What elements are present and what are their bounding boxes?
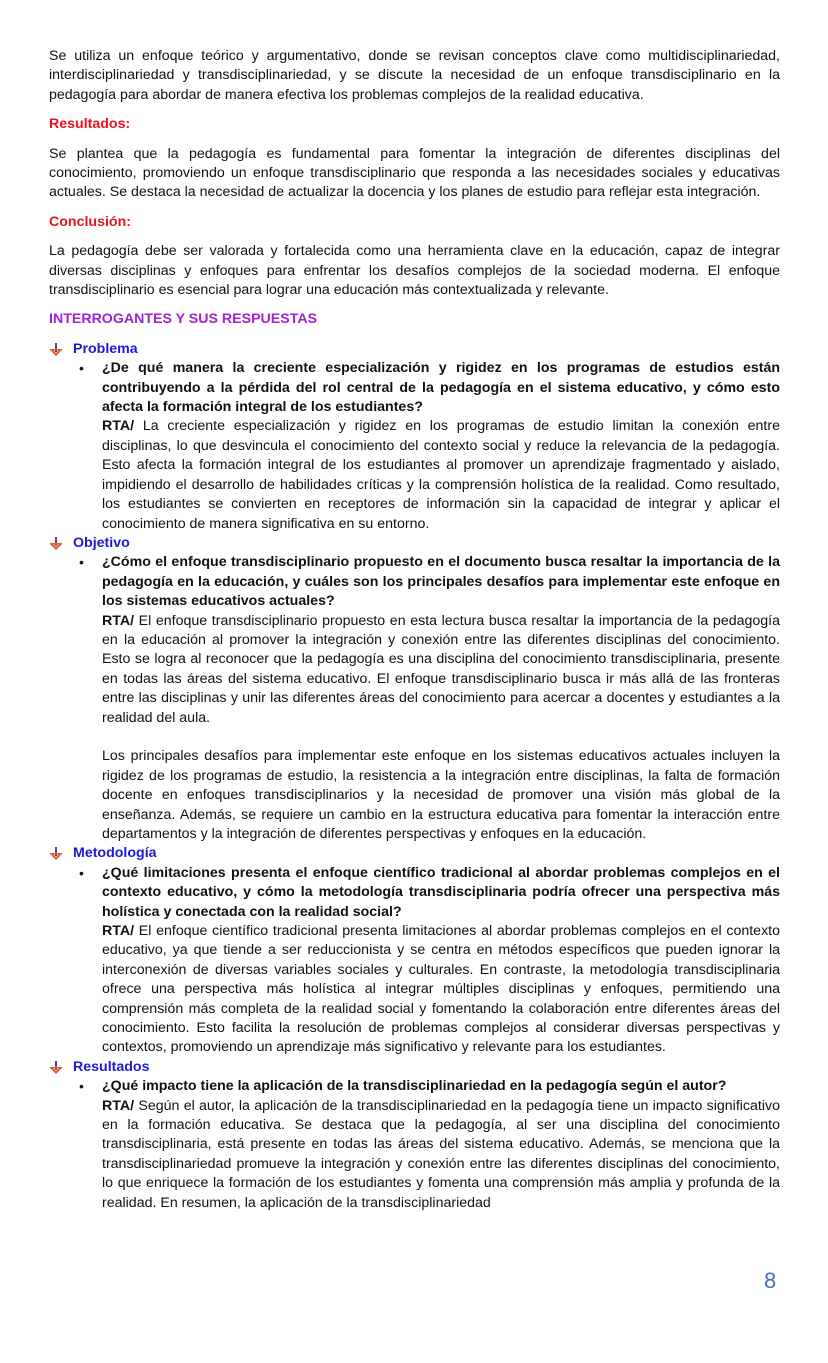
section-problema — [49, 340, 780, 534]
rta-label: RTA/ — [102, 612, 135, 629]
page-number: 8 — [764, 1268, 777, 1293]
bullet: • — [79, 1078, 84, 1095]
arrow-down-icon — [49, 847, 63, 861]
arrow-down-icon — [49, 537, 63, 551]
document-page — [49, 47, 780, 1213]
section-header — [49, 1058, 780, 1077]
list-item — [49, 864, 780, 1058]
answer — [102, 612, 780, 728]
arrow-down-icon — [49, 1061, 63, 1075]
section-objetivo — [49, 534, 780, 844]
answer — [102, 417, 780, 533]
paragraph-gap — [102, 728, 780, 747]
section-title: Objetivo — [73, 534, 130, 551]
results-heading: Resultados: — [49, 116, 131, 133]
question: ¿Cómo el enfoque transdisciplinario propuesto en el documento busca resaltar la importancia de la pedagogía en la educación, y cuáles son los principales desafíos para implementar este enfoque en los sistemas educativos actuales? — [102, 554, 780, 610]
section-title: Metodología — [73, 845, 157, 862]
section-metodologia — [49, 844, 780, 1057]
method-paragraph: Se utiliza un enfoque teórico y argumentativo, donde se revisan conceptos clave como multidisciplinariedad, interdisciplinariedad y transdisciplinariedad, y se discute la necesidad de un enfoque transdisciplinario en la pedagogía para abordar de manera efectiva los problemas complejos de la realidad educativa. — [49, 48, 780, 103]
answer-text: El enfoque científico tradicional presenta limitaciones al abordar problemas complejos en el contexto educativo, ya que tiende a ser reduccionista y se centra en métodos específicos que pueden ignorar la interconexión de diversas variables sociales y culturales. En contraste, la metodología transdisciplinaria ofrece una perspectiva más holística al integrar múltiples disciplinas y enfoques, permitiendo una comprensión más completa de la realidad social y fomentando la colaboración entre diferentes áreas del conocimiento. Esto facilita la resolución de problemas complejos al considerar diversas perspectivas y contextos, promoviendo un aprendizaje más significativo y relevante para los estudiantes. — [102, 923, 780, 1056]
section-header — [49, 844, 780, 863]
list-item — [49, 1077, 780, 1213]
section-header — [49, 340, 780, 359]
section-resultados — [49, 1058, 780, 1213]
bullet: • — [79, 864, 84, 881]
question: ¿Qué limitaciones presenta el enfoque científico tradicional al abordar problemas complejos en el contexto educativo, y cómo la metodología transdisciplinaria podría ofrecer una perspectiva más holística y conectada con la realidad social? — [102, 864, 780, 920]
answer-continued: Los principales desafíos para implementar este enfoque en los sistemas educativos actuales incluyen la rigidez de los programas de estudio, la resistencia a la integración entre disciplinas, la falta de formación docente en enfoques transdisciplinarios y la necesidad de promover una visión más global de la enseñanza. Además, se requiere un cambio en la estructura educativa para fomentar la interacción entre departamentos y la integración de diferentes perspectivas y enfoques en la educación. — [102, 748, 780, 842]
question: ¿De qué manera la creciente especialización y rigidez en los programas de estudios están contribuyendo a la pérdida del rol central de la pedagogía en el sistema educativo, y cómo esto afecta la formación integral de los estudiantes? — [102, 360, 780, 416]
list-item — [49, 359, 780, 534]
list-item — [49, 553, 780, 844]
question: ¿Qué impacto tiene la aplicación de la transdisciplinariedad en la pedagogía según el autor? — [102, 1078, 727, 1095]
bullet: • — [79, 360, 84, 377]
rta-label: RTA/ — [102, 418, 135, 435]
results-paragraph: Se plantea que la pedagogía es fundamental para fomentar la integración de diferentes disciplinas del conocimiento, promoviendo un enfoque transdisciplinario que responda a las necesidades sociales y educativas actuales. Se destaca la necesidad de actualizar la docencia y los planes de estudio para reflejar esta integración. — [49, 145, 780, 201]
rta-label: RTA/ — [102, 1097, 135, 1114]
questions-heading: INTERROGANTES Y SUS RESPUESTAS — [49, 311, 318, 328]
section-title: Problema — [73, 340, 138, 357]
answer-text: Según el autor, la aplicación de la transdisciplinariedad en la pedagogía tiene un impacto significativo en la formación educativa. Se destaca que la pedagogía, al ser una disciplina del conocimiento transdisciplinaria, está presente en todas las áreas del sistema educativo. Además, se menciona que la transdisciplinariedad promueve la integración y conexión entre las diferentes disciplinas del conocimiento, lo que enriquece la formación de los estudiantes y fomenta una comprensión más amplia y profunda de la realidad. En resumen, la aplicación de la transdisciplinariedad — [102, 1097, 780, 1211]
answer — [102, 922, 780, 1058]
answer-text: El enfoque transdisciplinario propuesto en esta lectura busca resaltar la importancia de la pedagogía en la educación al promover la integración y conexión entre las diferentes disciplinas del conocimiento. Esto se logra al reconocer que la pedagogía es una disciplina del conocimiento transdisciplinaria, presente en todas las áreas del sistema educativo. El enfoque transdisciplinario busca ir más allá de las fronteras entre las disciplinas y unir las diferentes áreas del conocimiento para acercar a docentes y estudiantes a la realidad del aula. — [102, 612, 780, 726]
bullet: • — [79, 554, 84, 571]
rta-label: RTA/ — [102, 923, 135, 939]
section-header — [49, 534, 780, 553]
answer-text: La creciente especialización y rigidez en los programas de estudio limitan la conexión entre disciplinas, lo que desvincula el conocimiento del contexto social y reduce la relevancia de la pedagogía. Esto afecta la formación integral de los estudiantes al promover un aprendizaje fragmentado y aislado, impidiendo el desarrollo de habilidades críticas y la comprensión holística de la realidad. Como resultado, los estudiantes se convierten en receptores de información sin la capacidad de integrar y aplicar el conocimiento de manera significativa en su entorno. — [102, 418, 780, 532]
conclusion-paragraph: La pedagogía debe ser valorada y fortalecida como una herramienta clave en la educación, capaz de integrar diversas disciplinas y enfoques para enfrentar los desafíos complejos de la sociedad moderna. El enfoque transdisciplinario es esencial para lograr una educación más contextualizada y relevante. — [49, 243, 780, 299]
answer — [102, 1097, 780, 1213]
conclusion-heading: Conclusión: — [49, 213, 131, 230]
arrow-down-icon — [49, 343, 63, 357]
section-title: Resultados — [73, 1058, 150, 1075]
